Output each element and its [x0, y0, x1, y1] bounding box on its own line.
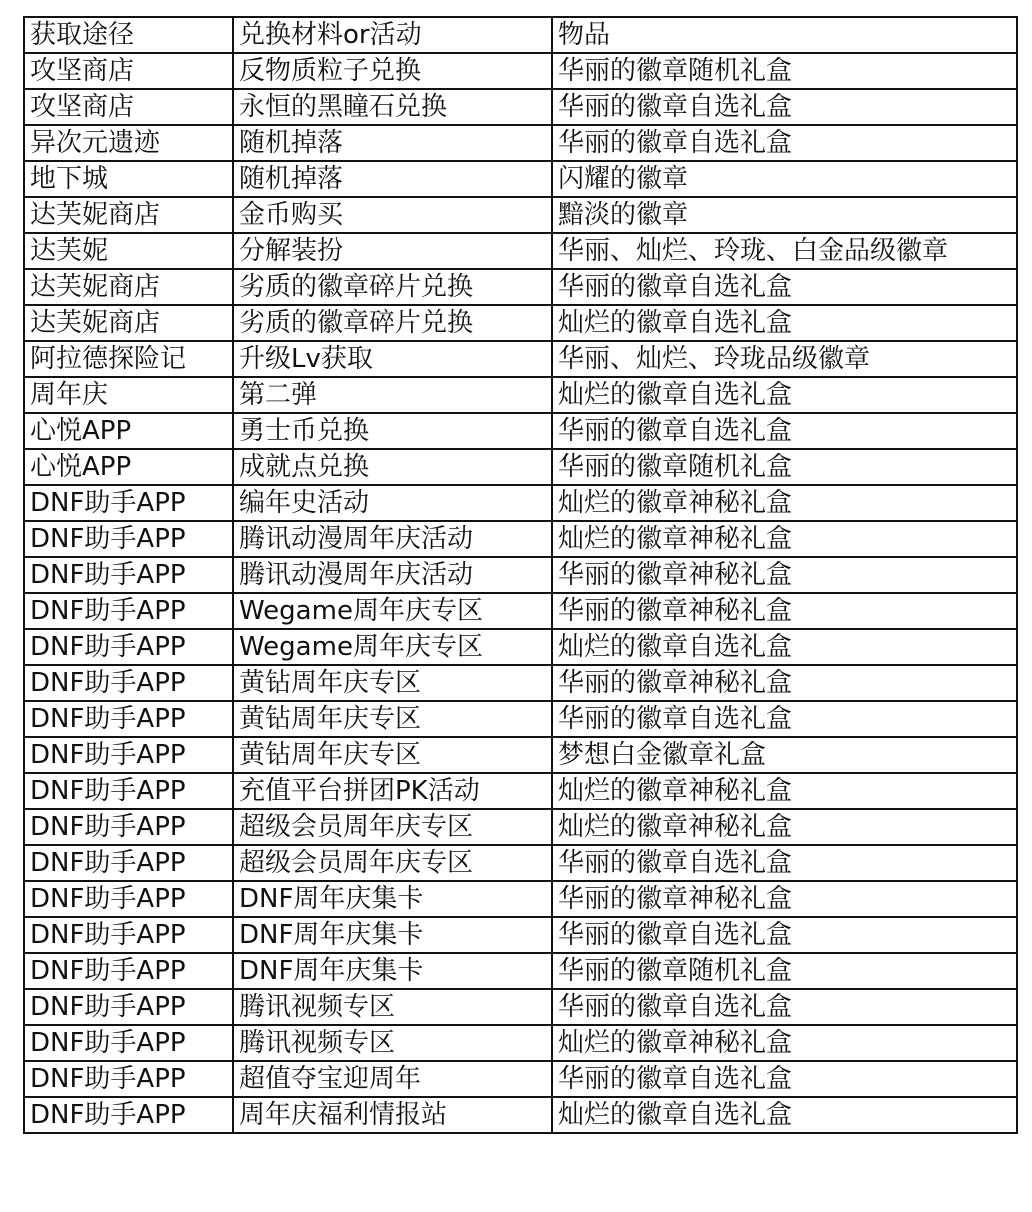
- cell-item: 华丽的徽章自选礼盒: [552, 845, 1017, 881]
- cell-material-or-event: 黄钻周年庆专区: [233, 737, 552, 773]
- cell-material-or-event: 反物质粒子兑换: [233, 53, 552, 89]
- cell-source: DNF助手APP: [24, 521, 233, 557]
- cell-material-or-event: 黄钻周年庆专区: [233, 701, 552, 737]
- cell-source: DNF助手APP: [24, 881, 233, 917]
- table-row: [24, 737, 1017, 773]
- table-row: [24, 809, 1017, 845]
- cell-material-or-event: DNF周年庆集卡: [233, 917, 552, 953]
- cell-material-or-event: 金币购买: [233, 197, 552, 233]
- cell-material-or-event: 充值平台拼团PK活动: [233, 773, 552, 809]
- cell-item: 华丽的徽章自选礼盒: [552, 89, 1017, 125]
- cell-material-or-event: 第二弹: [233, 377, 552, 413]
- cell-source: DNF助手APP: [24, 629, 233, 665]
- cell-source: DNF助手APP: [24, 1097, 233, 1133]
- cell-source: DNF助手APP: [24, 809, 233, 845]
- cell-item: 华丽的徽章自选礼盒: [552, 269, 1017, 305]
- table-row: [24, 701, 1017, 737]
- cell-item: 华丽的徽章随机礼盒: [552, 449, 1017, 485]
- table-row: [24, 881, 1017, 917]
- cell-material-or-event: 随机掉落: [233, 125, 552, 161]
- cell-item: 灿烂的徽章神秘礼盒: [552, 521, 1017, 557]
- cell-item: 闪耀的徽章: [552, 161, 1017, 197]
- cell-item: 华丽的徽章自选礼盒: [552, 989, 1017, 1025]
- table-row: [24, 89, 1017, 125]
- cell-item: 华丽、灿烂、玲珑、白金品级徽章: [552, 233, 1017, 269]
- table-row: [24, 1061, 1017, 1097]
- table-row: [24, 953, 1017, 989]
- cell-material-or-event: 腾讯动漫周年庆活动: [233, 557, 552, 593]
- cell-material-or-event: 周年庆福利情报站: [233, 1097, 552, 1133]
- table-row: [24, 269, 1017, 305]
- table-row: [24, 989, 1017, 1025]
- cell-item: 华丽的徽章神秘礼盒: [552, 881, 1017, 917]
- table-row: [24, 1025, 1017, 1061]
- cell-material-or-event: 勇士币兑换: [233, 413, 552, 449]
- cell-material-or-event: 超值夺宝迎周年: [233, 1061, 552, 1097]
- cell-source: 阿拉德探险记: [24, 341, 233, 377]
- table-header-row: [24, 17, 1017, 53]
- cell-item: 华丽的徽章自选礼盒: [552, 917, 1017, 953]
- cell-source: 异次元遗迹: [24, 125, 233, 161]
- table-row: [24, 665, 1017, 701]
- cell-item: 华丽的徽章神秘礼盒: [552, 665, 1017, 701]
- cell-source: DNF助手APP: [24, 1025, 233, 1061]
- cell-item: 梦想白金徽章礼盒: [552, 737, 1017, 773]
- cell-source: 达芙妮商店: [24, 197, 233, 233]
- cell-source: 达芙妮: [24, 233, 233, 269]
- table-row: [24, 1097, 1017, 1133]
- cell-source: DNF助手APP: [24, 917, 233, 953]
- table-row: [24, 485, 1017, 521]
- table-row: [24, 413, 1017, 449]
- cell-item: 华丽的徽章随机礼盒: [552, 53, 1017, 89]
- table-row: [24, 53, 1017, 89]
- cell-source: DNF助手APP: [24, 845, 233, 881]
- cell-material-or-event: 超级会员周年庆专区: [233, 809, 552, 845]
- cell-material-or-event: 升级Lv获取: [233, 341, 552, 377]
- table-body: [24, 17, 1017, 1133]
- cell-source: DNF助手APP: [24, 593, 233, 629]
- table-row: [24, 521, 1017, 557]
- table-row: [24, 845, 1017, 881]
- cell-material-or-event: 黄钻周年庆专区: [233, 665, 552, 701]
- table-row: [24, 197, 1017, 233]
- cell-material-or-event: 成就点兑换: [233, 449, 552, 485]
- header-material-or-event: 兑换材料or活动: [233, 17, 552, 53]
- table-row: [24, 377, 1017, 413]
- cell-material-or-event: DNF周年庆集卡: [233, 953, 552, 989]
- cell-item: 灿烂的徽章自选礼盒: [552, 1097, 1017, 1133]
- table-row: [24, 773, 1017, 809]
- cell-source: DNF助手APP: [24, 773, 233, 809]
- cell-item: 华丽的徽章自选礼盒: [552, 701, 1017, 737]
- cell-item: 灿烂的徽章自选礼盒: [552, 629, 1017, 665]
- cell-item: 灿烂的徽章自选礼盒: [552, 305, 1017, 341]
- badge-source-table: [23, 16, 1018, 1134]
- table-row: [24, 161, 1017, 197]
- cell-item: 灿烂的徽章神秘礼盒: [552, 1025, 1017, 1061]
- cell-item: 华丽的徽章自选礼盒: [552, 413, 1017, 449]
- cell-item: 华丽、灿烂、玲珑品级徽章: [552, 341, 1017, 377]
- cell-source: DNF助手APP: [24, 989, 233, 1025]
- cell-item: 灿烂的徽章神秘礼盒: [552, 773, 1017, 809]
- cell-item: 灿烂的徽章神秘礼盒: [552, 809, 1017, 845]
- cell-source: 达芙妮商店: [24, 305, 233, 341]
- table-row: [24, 341, 1017, 377]
- cell-source: DNF助手APP: [24, 953, 233, 989]
- cell-material-or-event: 永恒的黑瞳石兑换: [233, 89, 552, 125]
- table-row: [24, 917, 1017, 953]
- cell-source: 攻坚商店: [24, 89, 233, 125]
- cell-source: 心悦APP: [24, 413, 233, 449]
- cell-item: 灿烂的徽章自选礼盒: [552, 377, 1017, 413]
- cell-item: 华丽的徽章自选礼盒: [552, 1061, 1017, 1097]
- cell-source: DNF助手APP: [24, 485, 233, 521]
- cell-source: DNF助手APP: [24, 665, 233, 701]
- cell-item: 华丽的徽章神秘礼盒: [552, 557, 1017, 593]
- cell-source: 心悦APP: [24, 449, 233, 485]
- cell-material-or-event: 腾讯视频专区: [233, 989, 552, 1025]
- cell-source: 达芙妮商店: [24, 269, 233, 305]
- table-row: [24, 305, 1017, 341]
- table-row: [24, 125, 1017, 161]
- cell-source: DNF助手APP: [24, 557, 233, 593]
- table-row: [24, 449, 1017, 485]
- cell-item: 华丽的徽章神秘礼盒: [552, 593, 1017, 629]
- cell-material-or-event: 劣质的徽章碎片兑换: [233, 305, 552, 341]
- cell-material-or-event: 分解装扮: [233, 233, 552, 269]
- cell-source: 周年庆: [24, 377, 233, 413]
- cell-material-or-event: 随机掉落: [233, 161, 552, 197]
- cell-item: 灿烂的徽章神秘礼盒: [552, 485, 1017, 521]
- table-row: [24, 233, 1017, 269]
- cell-source: 地下城: [24, 161, 233, 197]
- cell-material-or-event: 劣质的徽章碎片兑换: [233, 269, 552, 305]
- cell-item: 华丽的徽章随机礼盒: [552, 953, 1017, 989]
- cell-item: 华丽的徽章自选礼盒: [552, 125, 1017, 161]
- header-source: 获取途径: [24, 17, 233, 53]
- cell-material-or-event: Wegame周年庆专区: [233, 593, 552, 629]
- cell-material-or-event: 编年史活动: [233, 485, 552, 521]
- cell-material-or-event: Wegame周年庆专区: [233, 629, 552, 665]
- cell-source: DNF助手APP: [24, 1061, 233, 1097]
- table-row: [24, 557, 1017, 593]
- table-row: [24, 593, 1017, 629]
- cell-material-or-event: 超级会员周年庆专区: [233, 845, 552, 881]
- cell-material-or-event: 腾讯视频专区: [233, 1025, 552, 1061]
- cell-material-or-event: DNF周年庆集卡: [233, 881, 552, 917]
- cell-source: DNF助手APP: [24, 701, 233, 737]
- table-row: [24, 629, 1017, 665]
- header-item: 物品: [552, 17, 1017, 53]
- cell-source: 攻坚商店: [24, 53, 233, 89]
- cell-material-or-event: 腾讯动漫周年庆活动: [233, 521, 552, 557]
- cell-source: DNF助手APP: [24, 737, 233, 773]
- cell-item: 黯淡的徽章: [552, 197, 1017, 233]
